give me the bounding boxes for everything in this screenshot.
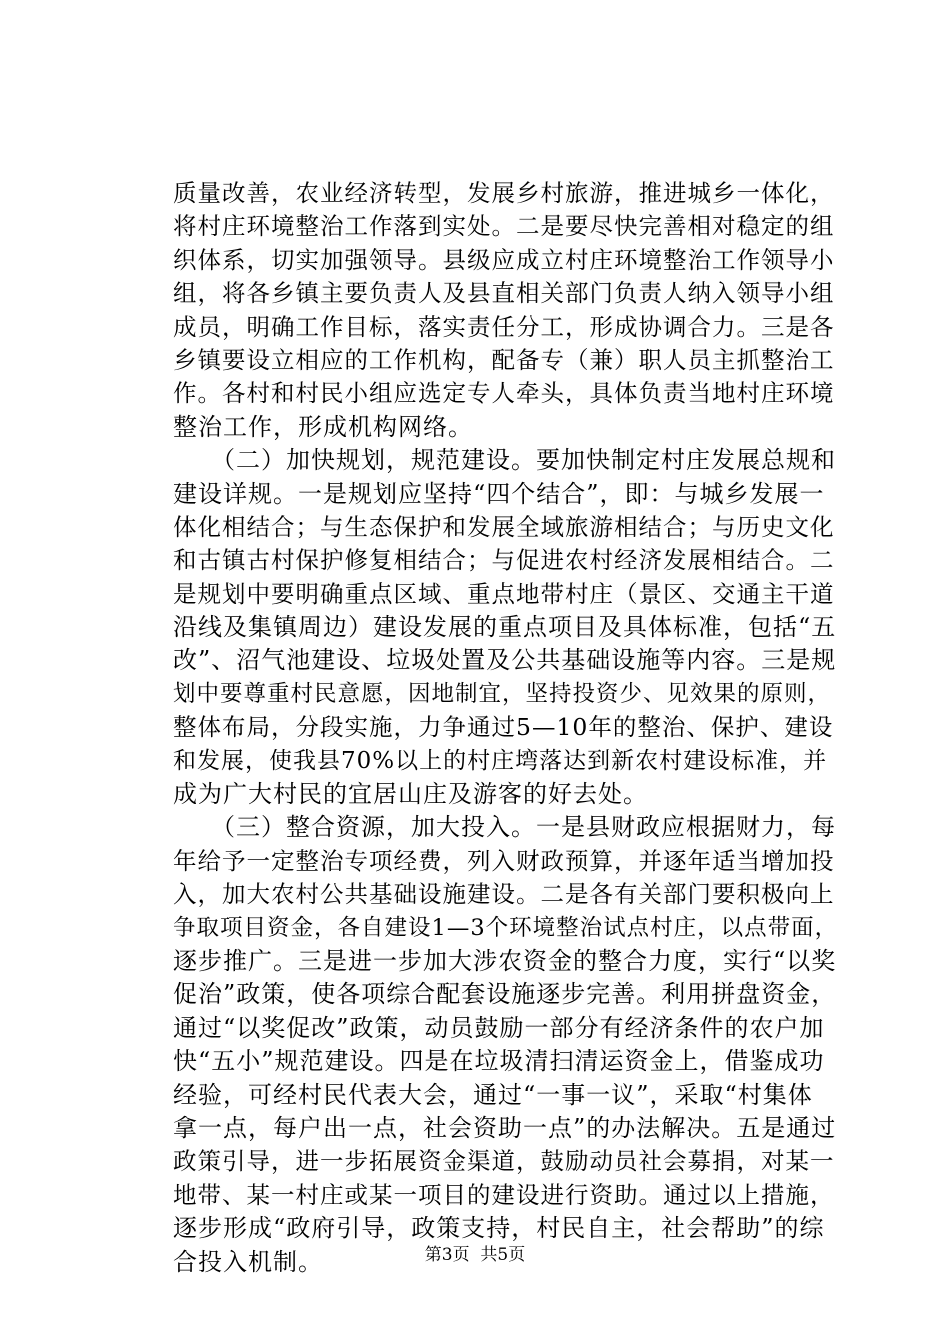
text-line: 织体系，切实加强领导。县级应成立村庄环境整治工作领导小 xyxy=(173,245,835,274)
page-footer xyxy=(0,1243,950,1267)
text-line: 地带、某一村庄或某一项目的建设进行资助。通过以上措施， xyxy=(173,1180,835,1209)
text-line: 将村庄环境整治工作落到实处。二是要尽快完善相对稳定的组 xyxy=(173,212,835,241)
text-line: 划中要尊重村民意愿，因地制宜，坚持投资少、见效果的原则， xyxy=(173,680,832,707)
text-line: 整体布局，分段实施，力争通过5—10年的整治、保护、建设 xyxy=(173,713,834,742)
text-line: 作。各村和村民小组应选定专人牵头，具体负责当地村庄环境 xyxy=(173,379,835,408)
text-line: （三）整合资源，加大投入。一是县财政应根据财力，每 xyxy=(173,813,836,842)
text-line: 经验，可经村民代表大会，通过“一事一议”，采取“村集体 xyxy=(173,1080,813,1109)
text-line: 争取项目资金，各自建设1—3个环境整治试点村庄，以点带面， xyxy=(173,914,839,941)
text-line: 政策引导，进一步拓展资金渠道，鼓励动员社会募捐，对某一 xyxy=(173,1147,835,1176)
text-line: 质量改善，农业经济转型，发展乡村旅游，推进城乡一体化， xyxy=(173,179,835,207)
text-line: 通过“以奖促改”政策，动员鼓励一部分有经济条件的农户加 xyxy=(173,1013,825,1042)
paragraph xyxy=(173,811,839,1278)
document-body xyxy=(173,177,839,1279)
text-line: 促治”政策，使各项综合配套设施逐步完善。利用拼盘资金， xyxy=(173,980,837,1009)
text-line: 沿线及集镇周边）建设发展的重点项目及具体标准，包括“五 xyxy=(173,613,837,642)
text-line: 快“五小”规范建设。四是在垃圾清扫清运资金上，借鉴成功 xyxy=(173,1047,825,1076)
text-line: 乡镇要设立相应的工作机构，配备专（兼）职人员主抓整治工 xyxy=(173,345,835,374)
text-line: 和发展，使我县70%以上的村庄塆落达到新农村建设标准，并 xyxy=(173,747,828,774)
text-line: （二）加快规划，规范建设。要加快制定村庄发展总规和 xyxy=(173,446,836,475)
text-line: 逐步推广。三是进一步加大涉农资金的整合力度，实行“以奖 xyxy=(173,946,837,975)
text-line: 改”、沼气池建设、垃圾处置及公共基础设施等内容。三是规 xyxy=(173,646,837,675)
page-total: 共5页 xyxy=(480,1245,526,1265)
text-line: 逐步形成“政府引导，政策支持，村民自主，社会帮助”的综 xyxy=(173,1214,825,1243)
text-line: 合投入机制。 xyxy=(173,1247,323,1276)
text-line: 建设详规。一是规划应坚持“四个结合”，即：与城乡发展一 xyxy=(173,479,825,508)
text-line: 组，将各乡镇主要负责人及县直相关部门负责人纳入领导小组 xyxy=(173,279,835,308)
paragraph xyxy=(173,177,839,444)
text-line: 是规划中要明确重点区域、重点地带村庄（景区、交通主干道 xyxy=(173,579,835,608)
text-line: 整治工作，形成机构网络。 xyxy=(173,412,473,441)
text-line: 拿一点，每户出一点，社会资助一点”的办法解决。五是通过 xyxy=(173,1113,837,1142)
text-line: 入，加大农村公共基础设施建设。二是各有关部门要积极向上 xyxy=(173,880,835,909)
text-line: 年给予一定整治专项经费，列入财政预算，并逐年适当增加投 xyxy=(173,846,835,875)
text-line: 成为广大村民的宜居山庄及游客的好去处。 xyxy=(173,780,648,809)
paragraph xyxy=(173,444,839,811)
page-number: 第3页 xyxy=(424,1245,470,1265)
text-line: 体化相结合；与生态保护和发展全域旅游相结合；与历史文化 xyxy=(173,512,835,541)
text-line: 和古镇古村保护修复相结合；与促进农村经济发展相结合。二 xyxy=(173,546,835,575)
text-line: 成员，明确工作目标，落实责任分工，形成协调合力。三是各 xyxy=(173,312,835,341)
